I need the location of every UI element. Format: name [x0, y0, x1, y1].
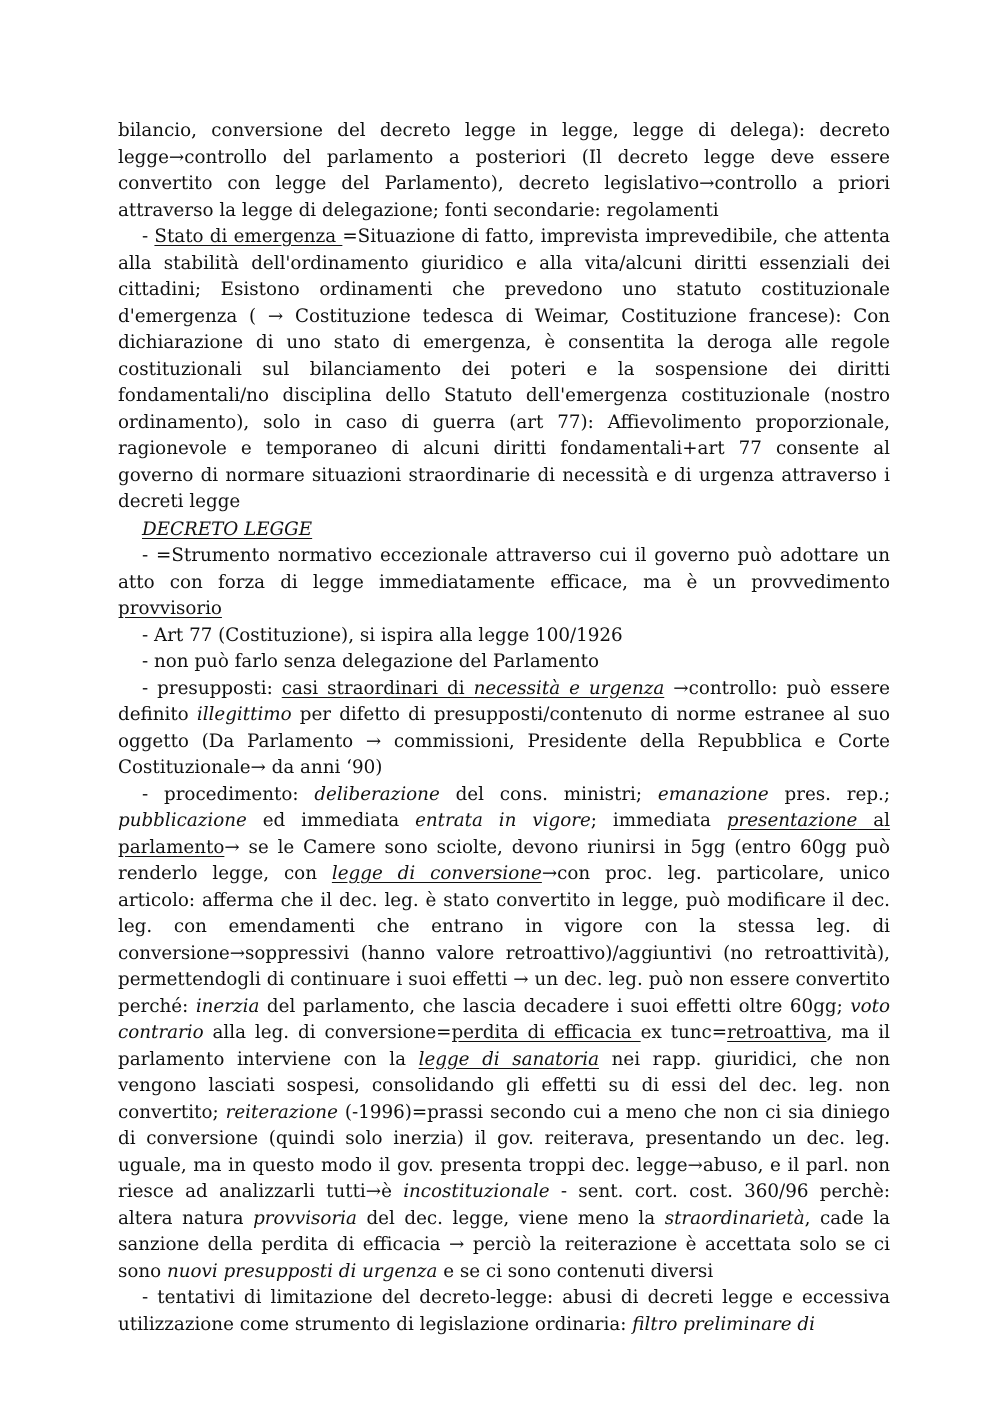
text-run: - non può farlo senza delegazione del Parlamento	[142, 651, 600, 672]
paragraph	[118, 649, 890, 676]
text-run: =Situazione di fatto, imprevista imprevedibile, che attenta alla stabilità dell'ordinamento giuridico e alla vita/alcuni diritti essenziali dei cittadini; Esistono ordinamenti che prevedono uno statuto costituzionale d'emergenza ( → Costituzione tedesca di Weimar, Costituzione francese): Con dichiarazione di uno stato di emergenza, è consentita la deroga alle regole costituzionali sul bilanciamento dei poteri e la sospensione dei diritti fondamentali/no disciplina dello Statuto dell'emergenza costituzionale (nostro ordinamento), solo in caso di guerra (art 77): Affievolimento proporzionale, ragionevole e temporaneo di alcuni diritti fondamentali+art 77 consente al governo di normare situazioni straordinarie di necessità e di urgenza attraverso i decreti legge	[118, 226, 890, 512]
text-run: →con proc. leg. particolare, unico articolo: afferma che il dec. leg. è stato convertito in legge, può modificare il dec. leg. con emendamenti che entrano in vigore con la stessa leg. di conversione→soppressivi (hanno valore retroattivo)/aggiuntivi (no retroattività), permettendogli di continuare i suoi effetti → un dec. leg. può non essere convertito perché:	[118, 863, 891, 1017]
text-run: - tentativi di limitazione del decreto-legge: abusi di decreti legge e eccessiva utilizzazione come strumento di legislazione ordinaria:	[118, 1287, 890, 1335]
text-run: → se le Camere sono sciolte, devono riunirsi in 5gg (entro 60gg può renderlo legge, con	[118, 836, 890, 884]
paragraph	[118, 224, 890, 516]
text-run: →controllo: può essere definito	[118, 677, 890, 725]
text-run: del cons. ministri;	[439, 783, 658, 805]
document-body	[118, 118, 890, 1338]
text-run: del dec. legge, viene meno la	[356, 1207, 665, 1229]
text-run: per difetto di presupposti/contenuto di norme estranee al suo oggetto (Da Parlamento → commissioni, Presidente della Repubblica e Corte Costituzionale→ da anni ‘90)	[118, 704, 890, 778]
text-run: bilancio, conversione del decreto legge in legge, legge di delega): decreto legge→controllo del parlamento a posteriori (Il decreto legge deve essere convertito con legge del Parlamento), decreto legislativo→controllo a priori attraverso la legge di delegazione; fonti secondarie: regolamenti	[118, 120, 890, 221]
text-run: voto contrario	[118, 995, 890, 1043]
text-run: inerzia	[195, 995, 260, 1017]
text-run: provvisoria	[253, 1207, 357, 1229]
text-run: deliberazione	[314, 783, 440, 805]
section-heading	[118, 517, 890, 544]
text-run	[474, 678, 665, 699]
text-run: pres. rep.;	[768, 783, 890, 805]
text-run: - Art 77 (Costituzione), si ispira alla legge 100/1926	[142, 624, 623, 646]
text-run: e se ci sono contenuti diversi	[437, 1260, 714, 1282]
text-run: , ma il parlamento interviene con la	[118, 1022, 891, 1070]
text-run: (-1996)=prassi secondo cui a meno che non ci sia diniego di conversione (quindi solo inerzia) il gov. reiterava, presentando un dec. leg. uguale, ma in questo modo il gov. presenta troppi dec. legge→abuso, e il parl. non riesce ad analizzarli tutti→è	[118, 1101, 890, 1202]
text-run: del parlamento, che lascia decadere i suoi effetti oltre 60gg;	[259, 995, 851, 1017]
paragraph	[118, 623, 890, 650]
text-run: necessità e urgenza	[473, 677, 665, 699]
text-run: - procedimento:	[142, 783, 315, 805]
text-run: pubblicazione	[118, 810, 247, 831]
text-run: ; immediata	[590, 810, 727, 831]
text-run: al parlamento	[118, 810, 891, 858]
text-run: nei rapp. giuridici, che non vengono lasciati sospesi, consolidando gli effetti su di essi del dec. leg. non convertito;	[118, 1048, 890, 1123]
text-run: ed immediata	[246, 810, 416, 831]
paragraph	[118, 676, 890, 782]
text-run	[332, 863, 542, 884]
text-run: straordinarietà	[664, 1207, 805, 1229]
text-run: ex tunc=	[640, 1022, 728, 1043]
text-run: entrata in vigore	[415, 810, 591, 831]
text-run: nuovi presupposti di urgenza	[166, 1260, 438, 1282]
text-run: perdita di efficacia	[451, 1022, 641, 1043]
text-run: DECRETO LEGGE	[142, 518, 313, 540]
text-run: Stato di emergenza	[154, 226, 343, 247]
text-run: illegittimo	[196, 704, 292, 725]
text-run	[142, 519, 312, 540]
text-run: reiterazione	[225, 1101, 338, 1123]
paragraph	[118, 782, 890, 1286]
text-run: filtro preliminare di	[632, 1313, 815, 1335]
text-run: - sent. cort. cost. 360/96 perchè: altera natura	[118, 1181, 890, 1229]
text-run: legge di conversione	[331, 863, 542, 884]
text-run: - =Strumento normativo eccezionale attraverso cui il governo può adottare un atto con forza di legge immediatamente efficace, ma è un provvedimento	[118, 545, 890, 593]
text-run: alla leg. di conversione=	[203, 1022, 452, 1043]
text-run: legge di sanatoria	[418, 1048, 600, 1070]
text-run	[419, 1049, 599, 1070]
text-run: , cade la sanzione della perdita di efficacia → perciò la reiterazione è accettata solo se ci sono	[118, 1207, 890, 1282]
paragraph	[118, 1285, 890, 1338]
text-run: casi straordinari di	[281, 677, 474, 699]
text-run: presentazione	[726, 810, 858, 831]
text-run: retroattiva	[727, 1022, 827, 1043]
text-run: - presupposti:	[142, 677, 282, 699]
text-run	[727, 810, 858, 831]
text-run: provvisorio	[118, 598, 222, 619]
paragraph	[118, 543, 890, 623]
paragraph	[118, 118, 890, 224]
text-run: incostituzionale	[403, 1181, 550, 1202]
text-run: -	[142, 226, 155, 247]
text-run: emanazione	[657, 783, 769, 805]
